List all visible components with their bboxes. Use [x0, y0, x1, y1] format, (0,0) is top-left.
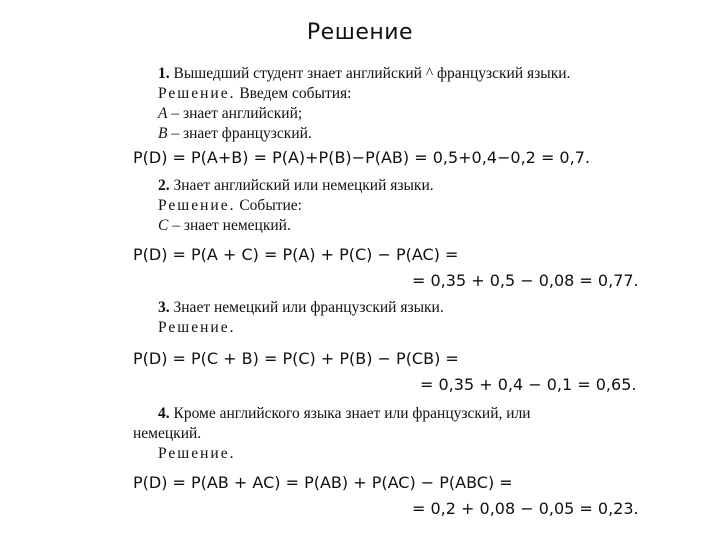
event-a: [158, 104, 302, 124]
problem-number: 2.: [158, 177, 170, 194]
event-symbol: A: [158, 105, 168, 122]
solution-rest: Введем события:: [239, 85, 352, 102]
problem-1-formula: P(D) = P(A+B) = P(A)+P(B)−P(AB) = 0,5+0,4−0,2 = 0,7.: [133, 148, 590, 167]
problem-text: Вышедший студент знает английский: [173, 65, 422, 82]
problem-2-formula-line-1: P(D) = P(A + C) = P(A) + P(C) − P(AC) =: [133, 245, 459, 264]
problem-4-formula-line-2: = 0,2 + 0,08 − 0,05 = 0,23.: [412, 499, 639, 518]
problem-text: Кроме английского языка знает или французский, или: [173, 405, 531, 422]
solution-word: Решение.: [158, 319, 236, 336]
problem-4-formula-line-1: P(D) = P(AB + AC) = P(AB) + P(AC) − P(ABC) =: [133, 473, 513, 492]
problem-3-statement: [158, 298, 444, 318]
problem-4-solution: [158, 444, 235, 464]
event-text: – знает немецкий.: [172, 217, 291, 234]
event-c: [158, 216, 291, 236]
solution-rest: Событие:: [239, 197, 302, 214]
problem-text: Знает немецкий или французский языки.: [173, 299, 444, 316]
problem-text-cont: французский языки.: [437, 65, 571, 82]
problem-2-solution: [158, 196, 302, 216]
problem-4-statement-cont: немецкий.: [133, 425, 202, 442]
solution-word: Решение.: [158, 85, 236, 102]
event-text: – знает французский.: [171, 125, 312, 142]
problem-3-solution: [158, 318, 235, 338]
event-text: – знает английский;: [171, 105, 303, 122]
problem-number: 1.: [158, 65, 170, 82]
problem-text: Знает английский или немецкий языки.: [173, 177, 434, 194]
problem-2-formula-line-2: = 0,35 + 0,5 − 0,08 = 0,77.: [412, 271, 639, 290]
problem-1-solution: [158, 84, 351, 104]
event-symbol: B: [158, 125, 168, 142]
problem-3-formula-line-1: P(D) = P(C + B) = P(C) + P(B) − P(CB) =: [133, 349, 459, 368]
problem-number: 3.: [158, 299, 170, 316]
problem-number: 4.: [158, 405, 170, 422]
problem-2-statement: [158, 176, 434, 196]
solution-word: Решение.: [158, 445, 236, 462]
page-title: Решение: [306, 20, 414, 45]
problem-3-formula-line-2: = 0,35 + 0,4 − 0,1 = 0,65.: [420, 375, 637, 394]
problem-1-statement: [158, 64, 570, 84]
problem-4-statement: [158, 404, 531, 424]
stray-mark: ^: [425, 65, 434, 82]
solution-word: Решение.: [158, 197, 236, 214]
event-symbol: C: [158, 217, 169, 234]
event-b: [158, 124, 312, 144]
